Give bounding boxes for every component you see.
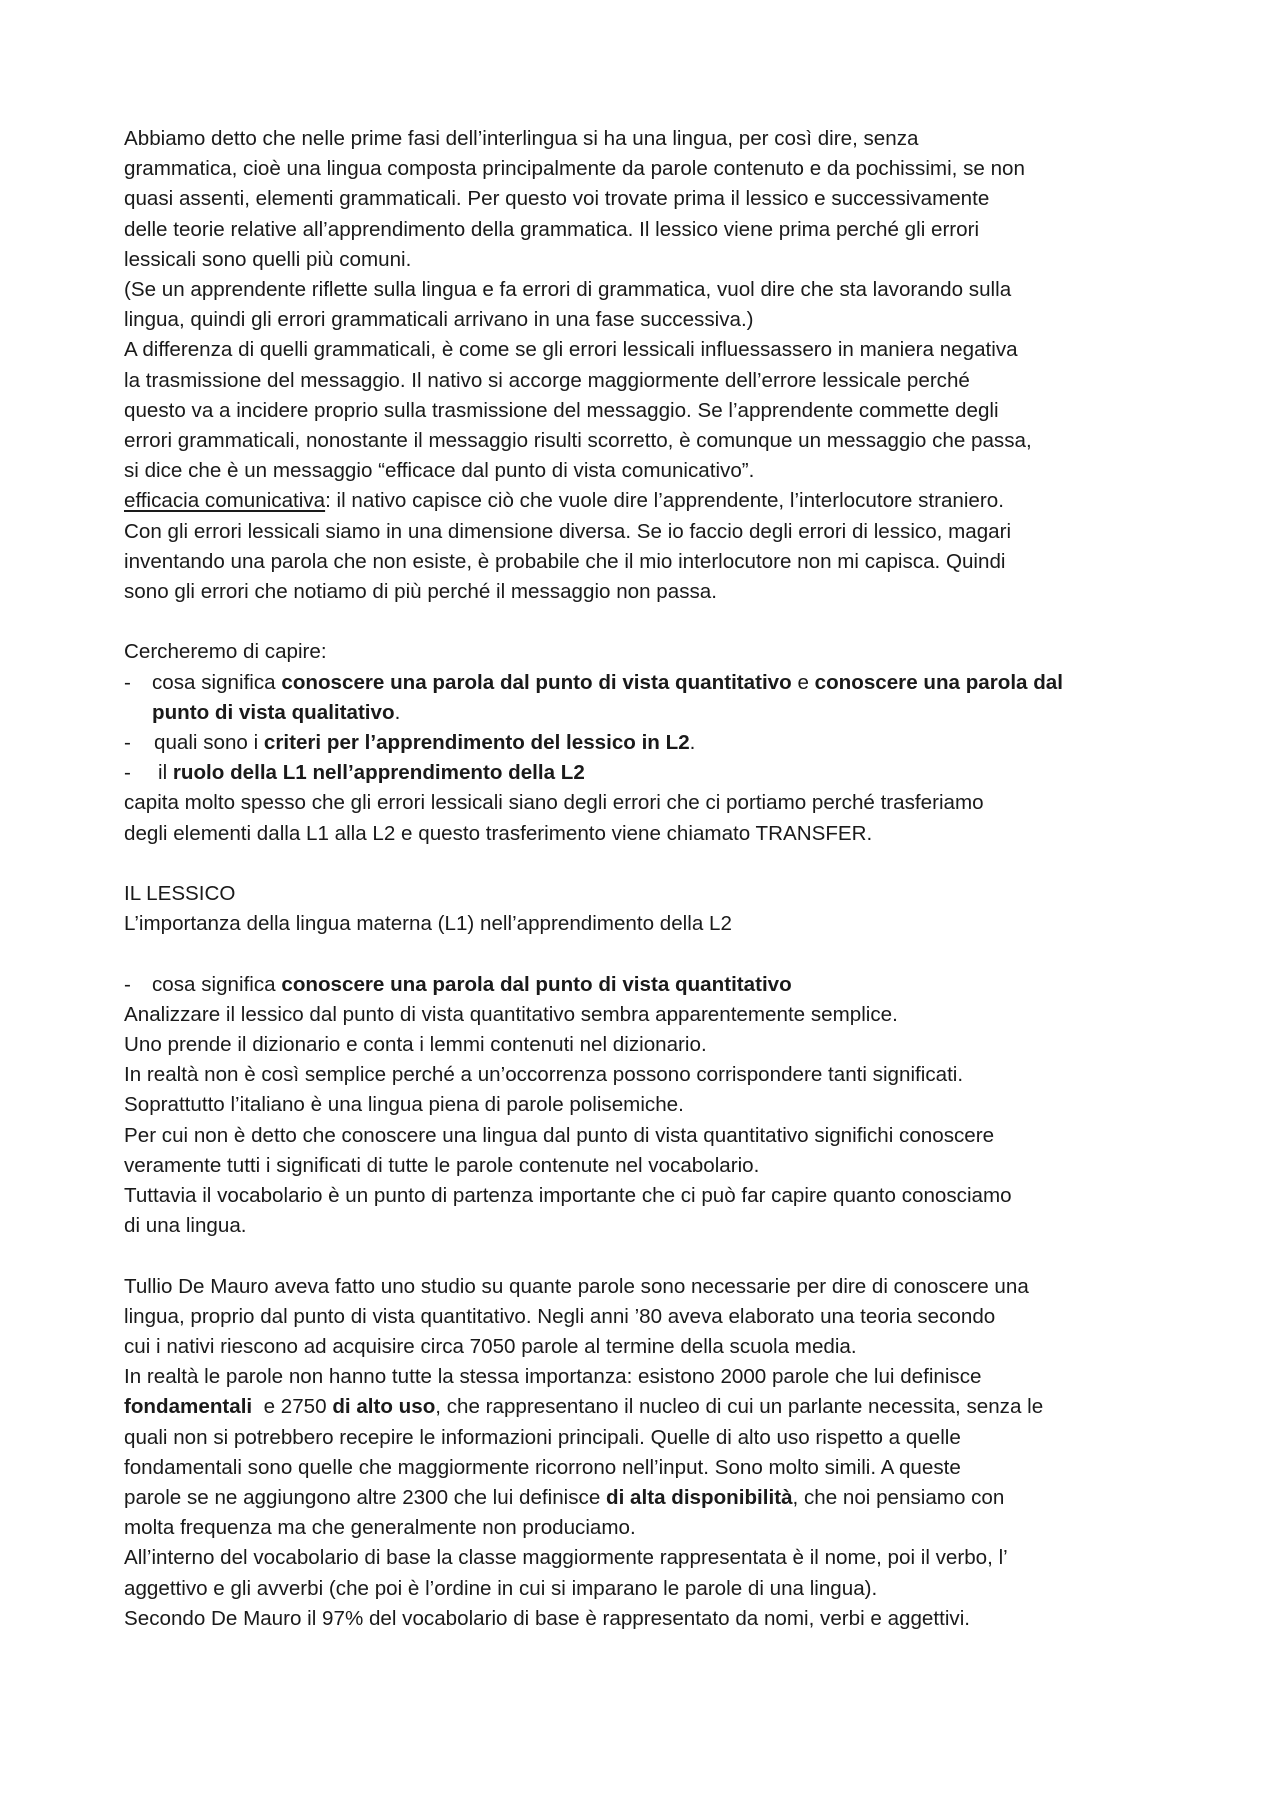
blank-line bbox=[124, 1241, 1170, 1271]
text-line: lingua, proprio dal punto di vista quantitativo. Negli anni ’80 aveva elaborato una teoria secondo bbox=[124, 1304, 996, 1328]
paragraph-different-dimension bbox=[124, 517, 1170, 608]
list-item bbox=[124, 758, 1170, 788]
paragraph-lexical-errors bbox=[124, 335, 1170, 486]
definition-text: : il nativo capisce ciò che vuole dire l’apprendente, l’interlocutore straniero. bbox=[325, 489, 1004, 513]
bullet-bold: conoscere una parola dal punto di vista quantitativo bbox=[281, 972, 792, 996]
text-line: (Se un apprendente riflette sulla lingua e fa errori di grammatica, vuol dire che sta lavorando sulla bbox=[124, 278, 1012, 302]
text-line: In realtà non è così semplice perché a un’occorrenza possono corrispondere tanti significati. bbox=[124, 1063, 964, 1087]
text-line: quasi assenti, elementi grammaticali. Per questo voi trovate prima il lessico e successivamente bbox=[124, 187, 990, 211]
text-span: parole se ne aggiungono altre 2300 che lui definisce bbox=[124, 1486, 607, 1510]
blank-line bbox=[124, 607, 1170, 637]
bullet-bold: ruolo della L1 nell’apprendimento della L2 bbox=[172, 761, 585, 785]
bullet-text: e bbox=[791, 670, 815, 694]
bullet-bold: criteri per l’apprendimento del lessico in L2 bbox=[263, 731, 690, 755]
text-line: inventando una parola che non esiste, è probabile che il mio interlocutore non mi capisca. Quindi bbox=[124, 549, 1006, 573]
bullet-bold: conoscere una parola dal punto di vista quantitativo bbox=[281, 670, 792, 694]
bullet-text: cosa significa bbox=[152, 972, 282, 996]
dash-bullet-icon: - bbox=[124, 761, 131, 785]
text-line: In realtà le parole non hanno tutte la stessa importanza: esistono 2000 parole che lui definisce bbox=[124, 1365, 982, 1389]
paragraph-interlingua bbox=[124, 124, 1170, 275]
paragraph-transfer bbox=[124, 788, 1170, 848]
text-line: lingua, quindi gli errori grammaticali arrivano in una fase successiva.) bbox=[124, 308, 754, 332]
paragraph-quantitative bbox=[124, 1000, 1170, 1242]
text-line: molta frequenza ma che generalmente non produciamo. bbox=[124, 1516, 636, 1540]
text-line: delle teorie relative all’apprendimento della grammatica. Il lessico viene prima perché gli errori bbox=[124, 217, 980, 241]
text-line bbox=[124, 1392, 1170, 1422]
text-line: Analizzare il lessico dal punto di vista quantitativo sembra apparentemente semplice. bbox=[124, 1002, 898, 1026]
bullet-list bbox=[124, 668, 1170, 789]
text-line: veramente tutti i significati di tutte le parole contenute nel vocabolario. bbox=[124, 1153, 760, 1177]
text-line bbox=[124, 1483, 1170, 1513]
text-line: degli elementi dalla L1 alla L2 e questo trasferimento viene chiamato TRANSFER. bbox=[124, 821, 873, 845]
text-line: aggettivo e gli avverbi (che poi è l’ordine in cui si imparano le parole di una lingua). bbox=[124, 1576, 878, 1600]
text-line: Tullio De Mauro aveva fatto uno studio su quante parole sono necessarie per dire di conoscere una bbox=[124, 1274, 1029, 1298]
blank-line bbox=[124, 849, 1170, 879]
bullet-text: . bbox=[394, 700, 401, 724]
text-line: Con gli errori lessicali siamo in una dimensione diversa. Se io faccio degli errori di lessico, magari bbox=[124, 519, 1012, 543]
paragraph-parenthetical bbox=[124, 275, 1170, 335]
underlined-term: efficacia comunicativa bbox=[124, 489, 326, 513]
text-line: questo va a incidere proprio sulla trasmissione del messaggio. Se l’apprendente commette degli bbox=[124, 398, 999, 422]
text-line: A differenza di quelli grammaticali, è come se gli errori lessicali influessassero in maniera negativa bbox=[124, 338, 1018, 362]
dash-bullet-icon: - bbox=[124, 731, 131, 755]
text-line: capita molto spesso che gli errori lessicali siano degli errori che ci portiamo perché trasferiamo bbox=[124, 791, 984, 815]
text-line: cui i nativi riescono ad acquisire circa 7050 parole al termine della scuola media. bbox=[124, 1335, 857, 1359]
section-title: IL LESSICO bbox=[124, 882, 236, 906]
bold-term: di alto uso bbox=[332, 1395, 436, 1419]
text-line: lessicali sono quelli più comuni. bbox=[124, 247, 412, 271]
intro-line: Cercheremo di capire: bbox=[124, 640, 327, 664]
list-item bbox=[124, 668, 1170, 728]
dash-bullet-icon: - bbox=[124, 972, 131, 996]
text-line: Tuttavia il vocabolario è un punto di partenza importante che ci può far capire quanto conosciamo bbox=[124, 1184, 1012, 1208]
text-line: quali non si potrebbero recepire le informazioni principali. Quelle di alto uso rispetto a quelle bbox=[124, 1425, 961, 1449]
text-line: di una lingua. bbox=[124, 1214, 247, 1238]
text-line: fondamentali sono quelle che maggiormente ricorrono nell’input. Sono molto simili. A queste bbox=[124, 1455, 961, 1479]
bullet-text: il bbox=[158, 761, 173, 785]
bold-term: di alta disponibilità bbox=[606, 1486, 793, 1510]
text-line: la trasmissione del messaggio. Il nativo si accorge maggiormente dell’errore lessicale perché bbox=[124, 368, 970, 392]
section-subtitle: L’importanza della lingua materna (L1) nell’apprendimento della L2 bbox=[124, 912, 732, 936]
text-line: si dice che è un messaggio “efficace dal punto di vista comunicativo”. bbox=[124, 459, 755, 483]
text-line: Abbiamo detto che nelle prime fasi dell’interlingua si ha una lingua, per così dire, senza bbox=[124, 127, 919, 150]
bold-term: fondamentali bbox=[124, 1395, 253, 1419]
text-line: grammatica, cioè una lingua composta principalmente da parole contenuto e da pochissimi, se non bbox=[124, 157, 1025, 181]
dash-bullet-icon: - bbox=[124, 670, 131, 694]
text-line: Secondo De Mauro il 97% del vocabolario di base è rappresentato da nomi, verbi e aggettivi. bbox=[124, 1606, 970, 1630]
text-span: , che rappresentano il nucleo di cui un parlante necessita, senza le bbox=[435, 1395, 1044, 1419]
bullet-bold: conoscere una parola dal bbox=[814, 670, 1063, 694]
text-span: , che noi pensiamo con bbox=[792, 1486, 1005, 1510]
blank-line bbox=[124, 939, 1170, 969]
definition-efficacia bbox=[124, 486, 1170, 516]
bullet-text: cosa significa bbox=[152, 670, 282, 694]
list-item bbox=[124, 970, 1170, 1000]
text-line: sono gli errori che notiamo di più perché il messaggio non passa. bbox=[124, 580, 717, 604]
bullet-bold: punto di vista qualitativo bbox=[152, 700, 395, 724]
text-line: All’interno del vocabolario di base la classe maggiormente rappresentata è il nome, poi il verbo, l’ bbox=[124, 1546, 1008, 1570]
text-line: Per cui non è detto che conoscere una lingua dal punto di vista quantitativo significhi conoscere bbox=[124, 1123, 995, 1147]
list-item bbox=[124, 728, 1170, 758]
text-line: Uno prende il dizionario e conta i lemmi contenuti nel dizionario. bbox=[124, 1033, 707, 1057]
text-line: errori grammaticali, nonostante il messaggio risulti scorretto, è comunque un messaggio che passa, bbox=[124, 429, 1032, 453]
text-line: Soprattutto l’italiano è una lingua piena di parole polisemiche. bbox=[124, 1093, 684, 1117]
text-span: e 2750 bbox=[252, 1395, 333, 1419]
bullet-text: quali sono i bbox=[154, 731, 264, 755]
bullet-text: . bbox=[689, 731, 696, 755]
paragraph-de-mauro bbox=[124, 1272, 1170, 1634]
